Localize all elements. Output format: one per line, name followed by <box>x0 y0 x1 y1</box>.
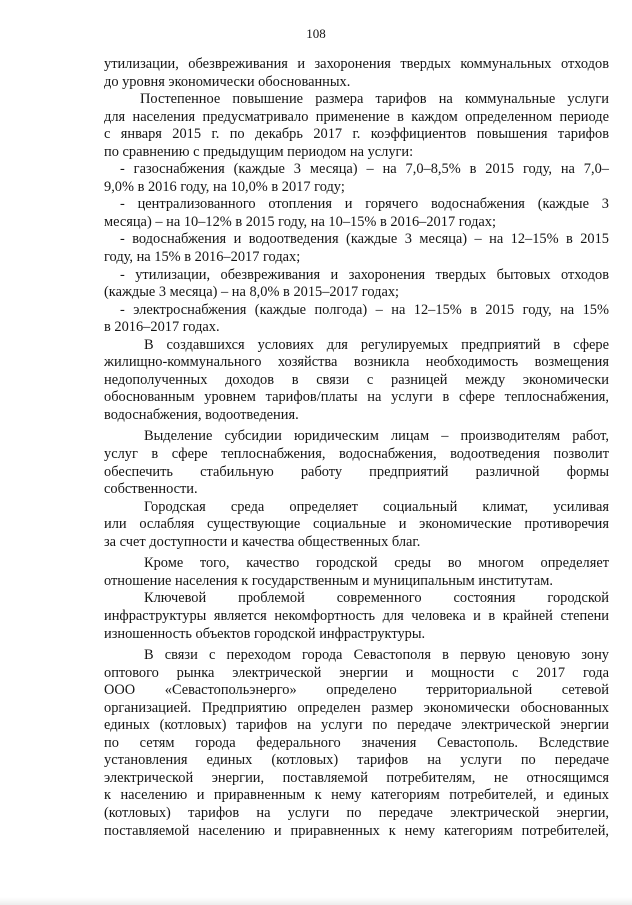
text-line: установления единых (котловых) тарифов на услуги по передаче <box>104 752 609 769</box>
text-line: - водоснабжения и водоотведения (каждые 3 месяца) – на 12–15% в 2015 <box>120 231 609 248</box>
text-line: по сравнению с предыдущим периодом на услуги: <box>104 143 414 160</box>
page-number: 108 <box>306 26 326 41</box>
text-line: электрической энергии, поставляемой потребителям, не относящимся <box>104 769 609 786</box>
text-line: - газоснабжения (каждые 3 месяца) – на 7,0–8,5% в 2015 году, на 7,0– <box>120 161 609 178</box>
text-line: жилищно-коммунального хозяйства возникла необходимость возмещения <box>104 354 609 371</box>
text-line: изношенность объектов городской инфраструктуры. <box>104 625 426 642</box>
text-line: по сетям города федерального значения Севастополь. Вследствие <box>104 734 609 751</box>
text-line: В связи с переходом города Севастополя в первую ценовую зону <box>144 647 609 664</box>
text-line: поставляемой населению и приравненных к нему категориям потребителей, <box>104 822 609 839</box>
text-line: организацией. Предприятию определен размер экономически обоснованных <box>104 699 609 716</box>
text-line: - утилизации, обезвреживания и захоронения твердых бытовых отходов <box>120 266 609 283</box>
text-line: (котловых) тарифов на услуги по передаче электрической энергии, <box>104 804 609 821</box>
text-line: к населению и приравненным к нему категориям потребителей, и единых <box>104 787 609 804</box>
text-line: - электроснабжения (каждые полгода) – на 12–15% в 2015 году, на 15% <box>120 301 609 318</box>
text-line: Постепенное повышение размера тарифов на коммунальные услуги <box>140 91 609 108</box>
text-line: обеспечить стабильную работу предприятий различной формы <box>104 463 609 480</box>
text-line: услуг в сфере теплоснабжения, водоснабжения, водоотведения позволит <box>104 446 609 463</box>
text-line: году, на 15% в 2016–2017 годах; <box>104 249 301 266</box>
text-line: 9,0% в 2016 году, на 10,0% в 2017 году; <box>104 178 345 195</box>
text-line: - централизованного отопления и горячего водоснабжения (каждые 3 <box>120 196 609 213</box>
text-line: обоснованным уровнем тарифов/платы на услуги в сфере теплоснабжения, <box>104 389 609 406</box>
text-line: в 2016–2017 годах. <box>104 319 220 336</box>
text-line: Выделение субсидии юридическим лицам – производителям работ, <box>144 428 609 445</box>
text-line: Городская среда определяет социальный климат, усиливая <box>144 498 609 515</box>
text-line: с января 2015 г. по декабрь 2017 г. коэффициентов повышения тарифов <box>104 126 609 143</box>
text-line: или ослабляя существующие социальные и экономические противоречия <box>104 516 609 533</box>
text-line: ООО «Севастопольэнерго» определено территориальной сетевой <box>104 682 609 699</box>
text-line: Ключевой проблемой современного состояния городской <box>144 590 609 607</box>
text-line: для населения предусматривало применение в каждом определенном периоде <box>104 108 609 125</box>
text-line: за счет доступности и качества общественных благ. <box>104 533 421 550</box>
text-line: (каждые 3 месяца) – на 8,0% в 2015–2017 годах; <box>104 284 400 301</box>
text-line: В создавшихся условиях для регулируемых предприятий в сфере <box>144 336 609 353</box>
text-line: собственности. <box>104 481 198 498</box>
text-line: до уровня экономически обоснованных. <box>104 73 351 90</box>
text-line: оптового рынка электрической энергии и мощности с 2017 года <box>104 664 609 681</box>
text-line: единых (котловых) тарифов на услуги по передаче электрической энергии <box>104 717 609 734</box>
document-body <box>104 56 609 840</box>
text-line: Кроме того, качество городской среды во многом определяет <box>144 555 609 572</box>
text-line: месяца) – на 10–12% в 2015 году, на 10–15% в 2016–2017 годах; <box>104 213 496 230</box>
text-line: инфраструктуры является некомфортность для человека и в крайней степени <box>104 607 609 624</box>
text-line: недополученных доходов в связи с разницей между экономически <box>104 371 609 388</box>
scan-edge-shadow <box>0 897 632 905</box>
text-line: утилизации, обезвреживания и захоронения твердых коммунальных отходов <box>104 56 609 72</box>
text-line: водоснабжения, водоотведения. <box>104 406 299 423</box>
text-line: отношение населения к государственным и муниципальным институтам. <box>104 572 553 589</box>
